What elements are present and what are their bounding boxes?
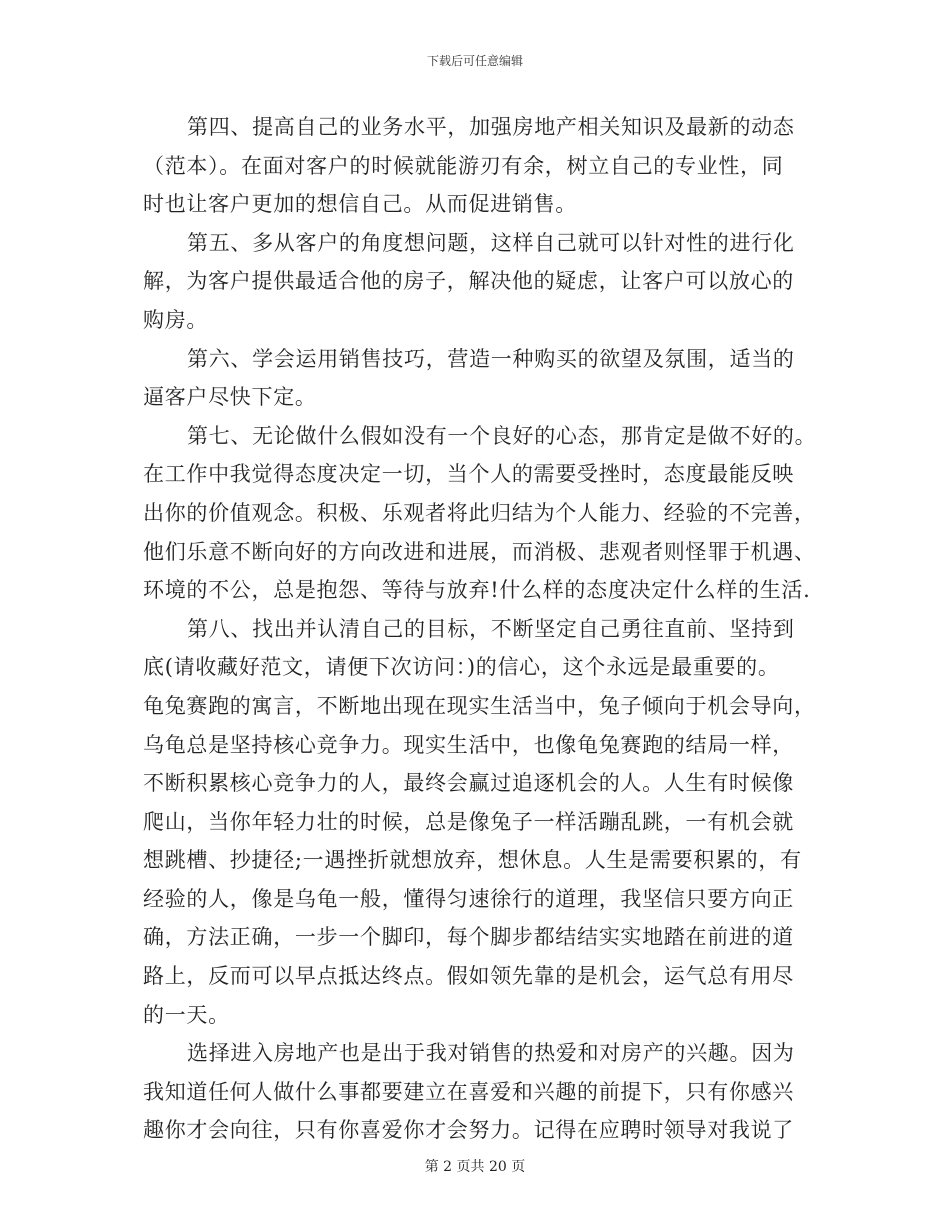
text-line: 在工作中我觉得态度决定一切，当个人的需要受挫时，态度最能反映: [143, 462, 794, 487]
text-line: 解，为客户提供最适合他的房子，解决他的疑虑，让客户可以放心的: [143, 269, 794, 294]
text-line: 底(请收藏好范文，请便下次访问：)的信心，这个永远是最重要的。: [143, 655, 780, 680]
text-line: 龟兔赛跑的寓言，不断地出现在现实生活当中，兔子倾向于机会导向，: [143, 693, 816, 718]
text-line: 确，方法正确，一步一个脚印，每个脚步都结结实实地踏在前进的道: [143, 925, 794, 950]
text-line: 他们乐意不断向好的方向改进和进展，而消极、悲观者则怪罪于机遇、: [143, 539, 816, 564]
text-line: 不断积累核心竞争力的人，最终会赢过追逐机会的人。人生有时候像: [143, 771, 794, 796]
text-line: （范本）。在面对客户的时候就能游刃有余，树立自己的专业性，同: [143, 153, 784, 178]
text-line: 时也让客户更加的想信自己。从而促进销售。: [143, 192, 577, 217]
text-line: 第五、多从客户的角度想问题，这样自己就可以针对性的进行化: [187, 230, 795, 255]
text-line: 第六、学会运用销售技巧，营造一种购买的欲望及氛围，适当的: [187, 346, 795, 371]
text-line: 想跳槽、抄捷径;一遇挫折就想放弃，想休息。人生是需要积累的，有: [143, 848, 802, 873]
text-line: 第四、提高自己的业务水平，加强房地产相关知识及最新的动态: [187, 115, 795, 139]
text-line: 趣你才会向往，只有你喜爱你才会努力。记得在应聘时领导对我说了: [143, 1118, 794, 1143]
text-line: 路上，反而可以早点抵达终点。假如领先靠的是机会，运气总有用尽: [143, 964, 794, 989]
text-line: 第七、无论做什么假如没有一个良好的心态，那肯定是做不好的。: [187, 423, 817, 448]
text-line: 爬山，当你年轻力壮的时候，总是像兔子一样活蹦乱跳，一有机会就: [143, 809, 794, 834]
text-line: 我知道任何人做什么事都要建立在喜爱和兴趣的前提下，只有你感兴: [143, 1079, 794, 1104]
text-line: 第八、找出并认清自己的目标，不断坚定自己勇往直前、坚持到: [187, 616, 795, 641]
text-line: 的一天。: [143, 1002, 230, 1027]
text-line: 环境的不公，总是抱怨、等待与放弃!什么样的态度决定什么样的生活.: [143, 578, 811, 603]
text-line: 选择进入房地产也是出于我对销售的热爱和对房产的兴趣。因为: [187, 1041, 795, 1066]
text-line: 乌龟总是坚持核心竞争力。现实生活中，也像龟兔赛跑的结局一样，: [143, 732, 794, 757]
text-line: 经验的人，像是乌龟一般，懂得匀速徐行的道理，我坚信只要方向正: [143, 886, 794, 911]
text-line: 逼客户尽快下定。: [143, 385, 317, 410]
page-header: 下载后可任意编辑: [426, 54, 523, 68]
text-line: 出你的价值观念。积极、乐观者将此归结为个人能力、经验的不完善，: [143, 500, 816, 525]
document-body: [143, 108, 817, 1150]
text-line: 购房。: [143, 307, 209, 332]
page-number: 第 2 页共 20 页: [424, 1159, 526, 1175]
